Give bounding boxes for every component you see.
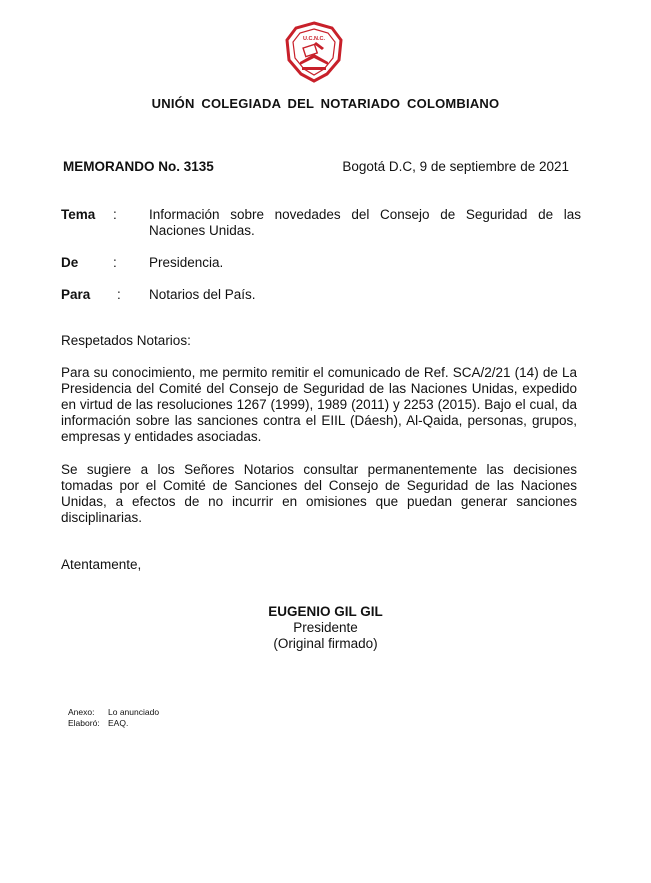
prepared-value: EAQ.	[108, 717, 129, 728]
field-para-colon: :	[117, 287, 121, 302]
signature-name: EUGENIO GIL GIL	[268, 604, 383, 619]
ucnc-shield-logo	[282, 20, 346, 84]
field-para-value: Notarios del País.	[149, 287, 256, 302]
body-paragraph-1: Para su conocimiento, me permito remitir el comunicado de Ref. SCA/2/21 (14) de La Presidencia del Comité del Consejo de Seguridad de las Naciones Unidas, expedido en virtud de las resoluciones 1267 (1999), 1989 (2011) y 2253 (2015). Bajo el cual, da información sobre las sanciones contra el EIIL (Dáesh), Al-Qaida, personas, grupos, empresas y entidades asociadas.	[61, 365, 577, 444]
annex-value: Lo anunciado	[108, 707, 160, 717]
signature-title: Presidente	[293, 620, 358, 635]
field-para-label: Para	[61, 287, 91, 302]
prepared-label: Elaboró:	[68, 717, 100, 728]
signature-note: (Original firmado)	[273, 636, 378, 651]
field-de	[61, 255, 581, 271]
field-para	[61, 287, 581, 303]
svg-text:U.C.N.C.: U.C.N.C.	[303, 36, 325, 42]
field-tema	[61, 207, 581, 239]
annex-label: Anexo:	[68, 707, 95, 717]
memo-number: MEMORANDO No. 3135	[63, 159, 214, 174]
field-tema-value: Información sobre novedades del Consejo de Seguridad de las Naciones Unidas.	[149, 207, 581, 238]
field-de-label: De	[61, 255, 79, 270]
field-de-colon: :	[113, 255, 117, 270]
closing: Atentamente,	[61, 557, 142, 572]
organization-title: UNIÓN COLEGIADA DEL NOTARIADO COLOMBIANO	[151, 96, 500, 111]
annex-block	[68, 707, 159, 728]
body-paragraph-2: Se sugiere a los Señores Notarios consultar permanentemente las decisiones tomadas por el Comité de Sanciones del Consejo de Seguridad de las Naciones Unidas, a efectos de no incurrir en omisiones que puedan generar sanciones disciplinarias.	[61, 462, 577, 525]
annex-line	[68, 707, 159, 718]
memo-date: Bogotá D.C, 9 de septiembre de 2021	[342, 159, 569, 174]
signature-block	[0, 604, 651, 652]
field-tema-colon: :	[113, 207, 117, 222]
field-de-value: Presidencia.	[149, 255, 224, 270]
prepared-line	[68, 718, 159, 729]
greeting: Respetados Notarios:	[61, 333, 191, 348]
field-tema-label: Tema	[61, 207, 96, 222]
